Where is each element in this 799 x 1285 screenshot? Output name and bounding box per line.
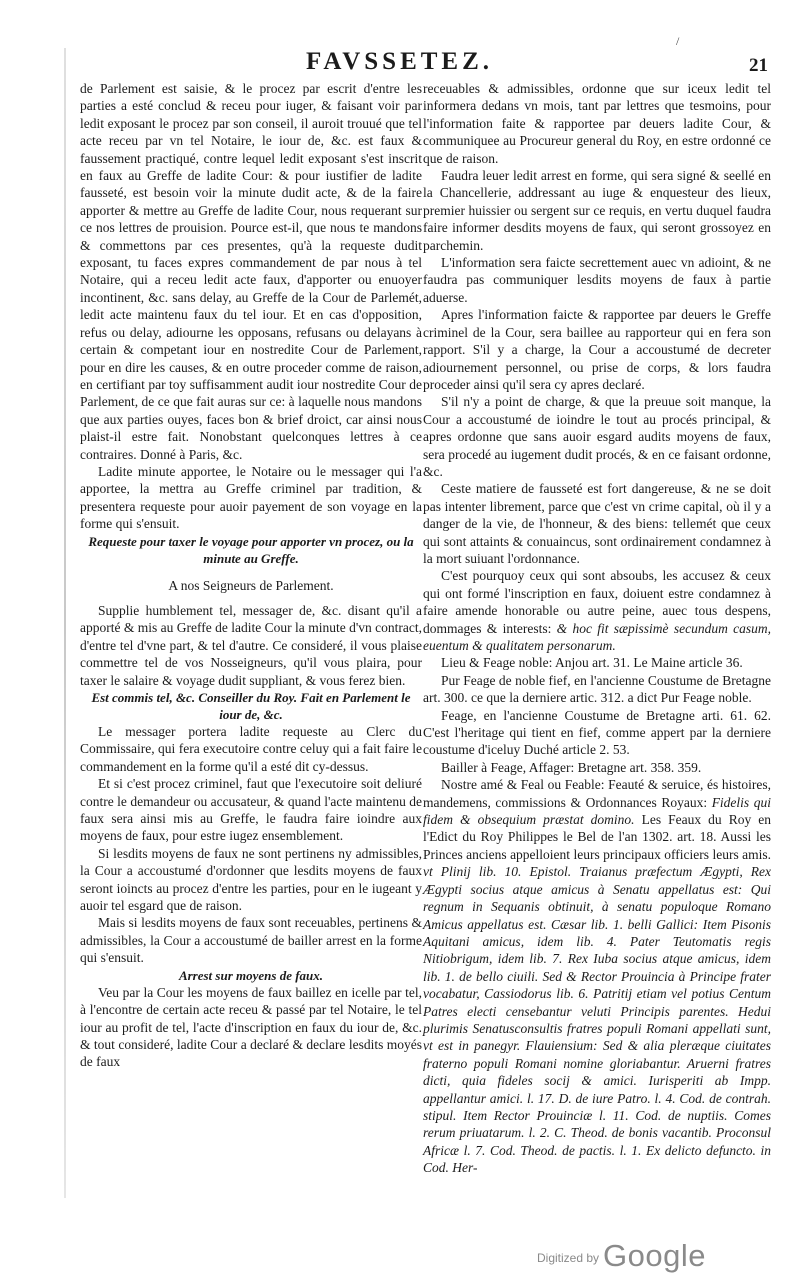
running-title: FAVSSETEZ. (305, 48, 494, 75)
paragraph: Pur Feage de noble fief, en l'ancienne Coustume de Bretagne art. 300. ce que la derniere artic. 312. a dict Pur Feage noble. (423, 672, 771, 706)
paragraph: receuables & admissibles, ordonne que sur iceux ledit tel informera dedans vn mois, tant par lettres que tesmoins, pour l'information faite & rapportee par deuers ladite Cour, & communiquee au Procureur general du Roy, en estre ordonné ce que de raison. (423, 81, 771, 166)
right-column (423, 80, 771, 1177)
address-line: A nos Seigneurs de Parlement. (168, 577, 334, 593)
paragraph: Bailler à Feage, Affager: Bretagne art. 358. 359. (441, 759, 702, 775)
google-logo: Google (603, 1238, 706, 1273)
paragraph (423, 567, 771, 654)
paragraph: Ladite minute apportee, le Notaire ou le messager qui l'a apportee, la mettra au Greffe criminel par tradition, & presentera requeste pour auoir payement de son voyage en la forme qui s'ensuit. (80, 463, 422, 532)
paragraph: Faudra leuer ledit arrest en forme, qui sera signé & seellé en la Chancellerie, addressant au iuge & enquesteur des lieux, premier huissier ou sergent sur ce requis, en vertu duquel faudra faire informer desdits moyens de faux, qui seront grossoyez en parchemin. (423, 168, 771, 253)
paragraph: Feage, en l'ancienne Coustume de Bretagne arti. 61. 62. C'est l'heritage qui tient en fief, comme appert par la derniere coustume d'iceluy Duché article 2. 53. (423, 707, 771, 758)
watermark-prefix: Digitized by (537, 1251, 600, 1265)
paragraph: Si lesdits moyens de faux ne sont pertinens ny admissibles, la Cour a accoustumé d'ordonner que lesdits moyens de faux seront ioincts au procez d'entre les parties, pour en le iugeant y auoir tel esgard que de raison. (80, 845, 422, 914)
section-heading: Est commis tel, &c. Conseiller du Roy. Fait en Parlement le iour de, &c. (91, 690, 411, 722)
paragraph: L'information sera faicte secrettement auec vn adioint, & ne faudra pas communiquer lesdits moyens de faux à partie aduerse. (423, 255, 771, 305)
left-column (80, 80, 422, 1071)
latin-citations: vt Plinij lib. 10. Epistol. Traianus præfectum Ægypti, Rex Ægypti socius atque amicus à Senatu appellatus est: Qui regnum in Sequanis obtinuit, à senatu populoque Romano Amicus appellatus est. Cæsar lib. 1. belli Gallici: Item Pisonis Aquitani amicus, idem lib. 4. Pater Teutomatis regis Nitiobrigum, idem lib. 7. Rex Iuba socius atque amicus, idem lib. 1. de bello ciuili. Sed & Rector Prouincia à Principe frater vocabatur, Cassiodorus lib. 6. Patritij etiam vel potius Centum Patres electi censebantur veluti Principis parentes. Hedui plurimis Senatusconsultis fratres populi Romani appellati sunt, vt est in panegyr. Flauiensium: Sed & alia pleræque ciuitates fraterno populi Romani nomine gloriabantur. Aruerni fratres dicti, quia fideles socij & amici. Iurisperiti ab Impp. appellantur amici. l. 17. D. de iure Patro. l. 4. Cod. de contrah. stipul. Item Rector Prouinciæ l. 11. Cod. de nuptiis. Comes rerum priuatarum. l. 2. C. Theod. de bonis vacantib. Proconsul Africæ l. 7. Cod. Theod. de pactis. l. 1. Ex delicto defuncto. in Cod. Her- (423, 864, 771, 1176)
paragraph: Le messager portera ladite requeste au Clerc du Commissaire, qui fera executoire contre celuy qui a fait faire le commandement en la forme qu'il a esté dit cy-dessus. (80, 724, 422, 774)
paragraph: Mais si lesdits moyens de faux sont receuables, pertinens & admissibles, la Cour a accoustumé de bailler arrest en la forme qui s'ensuit. (80, 915, 422, 966)
paragraph: Et si c'est procez criminel, faut que l'executoire soit deliuré contre le demandeur ou accusateur, & quand l'acte maintenu de faux sera ainsi mis au Greffe, le faudra faire ioindre aux moyens de faux, pour estre iugez ensemblement. (80, 776, 422, 844)
paragraph: Veu par la Cour les moyens de faux baillez en icelle par tel, à l'encontre de certain acte receu & passé par tel Notaire, le tel iour au profit de tel, l'acte d'inscription en faux du iour de, &c. & tout consideré, ladite Cour a declaré & declare lesdits moyés de faux (80, 984, 422, 1070)
digitization-watermark (537, 1238, 706, 1274)
latin-gloss: & hoc fit sæpissimè secundum casum, euentum & qualitatem personarum. (423, 620, 771, 653)
margin-mark: / (676, 34, 680, 48)
section-heading: Arrest sur moyens de faux. (178, 967, 324, 983)
paragraph: S'il n'y a point de charge, & que la preuue soit manque, la Cour a accoustumé de ioindre le tout au procés principal, & apres ordonne que sans auoir esgard audits moyens de faux, sera procedé au iugement dudit procés, & en ce faisant ordonne, &c. (423, 394, 771, 479)
paragraph: Ceste matiere de fausseté est fort dangereuse, & ne se doit pas intenter librement, parce que c'est vn crime capital, où il y a danger de la vie, de l'honneur, & des biens: tellemét que ceux qui sont attaints & conuaincus, sont ordinairement condamnez à la mort suiuant l'ordonnance. (423, 481, 771, 566)
paragraph-text: Les Feaux du Roy en l'Edict du Roy Philippes le Bel de l'an 1302. art. 18. Aussi les Princes anciens appelloient leurs principaux officiers leurs amis. (423, 812, 771, 862)
page-number: 21 (749, 55, 768, 76)
paragraph-text: C'est pourquoy ceux qui sont absoubs, les accusez & ceux qui ont formé l'inscription en faux, doiuent estre condamnez à faire amende honorable ou autre peine, auec tous despens, dommages & interests: (423, 568, 771, 636)
section-heading: Requeste pour taxer le voyage pour apporter vn procez, ou la minute au Greffe. (88, 533, 414, 566)
paragraph (423, 776, 771, 1176)
paragraph: de Parlement est saisie, & le procez par escrit d'entre les parties a esté conclud & receu pour iuger, & faisant voir par ledit exposant le procez par son conseil, il auroit trouué que tel acte receu par vn tel Notaire, le iour de, &c. est faux & faussement practiqué, contre lequel ledit exposant s'est inscrit en faux au Greffe de ladite Cour: & pour iustifier de ladite fausseté, est besoin voir la minute dudit acte, & de la faire apporter & mettre au Greffe de ladite Cour, nous requerant sur ce nos lettres de prouision. Pource est-il, que nous te mandons & commettons par ces presentes, qu'à la requeste dudit exposant, tu faces expres commandement de par nous à tel Notaire, qui a receu ledit acte faux, d'apporter ou enuoyer incontinent, &c. sans delay, au Greffe de la Cour de Parlemét, ledit acte maintenu faux du tel iour. Et en cas d'opposition, refus ou delay, adiourne les opposans, refusans ou delayans à certain & competant iour en nostredite Cour de Parlement, pour en dire les causes, & en outre proceder comme de raison, en certifiant par toy suffisamment audit iour nostredite Cour de Parlement, de ce que fait auras sur ce: à laquelle nous mandons que aux parties ouyes, faces bon & brief droict, car ainsi nous plaist-il estre fait. Nonobstant quelconques lettres à ce contraires. Donné à Paris, &c. (80, 81, 422, 462)
paragraph: Apres l'information faicte & rapportee par deuers le Greffe criminel de la Cour, sera baillee au rapporteur qui en fera son rapport. S'il y a charge, la Cour a accoustumé de decreter adiournement personnel, ou prise de corps, & lors faudra proceder ainsi qu'il sera cy apres declaré. (423, 307, 771, 392)
paragraph: Supplie humblement tel, messager de, &c. disant qu'il a apporté & mis au Greffe de ladite Cour la minute d'vn contract, d'entre tel d'vne part, & tel d'autre. Ce consideré, il vous plaise commettre tel de vos Nosseigneurs, qu'il vous plaira, pour taxer le salaire & voyage dudit suppliant, & vous ferez bien. (80, 602, 422, 688)
latin-gloss: Fidelis qui fidem & obsequium præstat domino. (423, 794, 772, 828)
paragraph: Lieu & Feage noble: Anjou art. 31. Le Maine article 36. (441, 655, 743, 671)
paragraph-text: Nostre amé & Feal ou Feable: Feauté & seruice, és histoires, mandemens, commissions & Ordonnances Royaux: (423, 777, 771, 810)
page-gutter-shadow (64, 48, 66, 1198)
